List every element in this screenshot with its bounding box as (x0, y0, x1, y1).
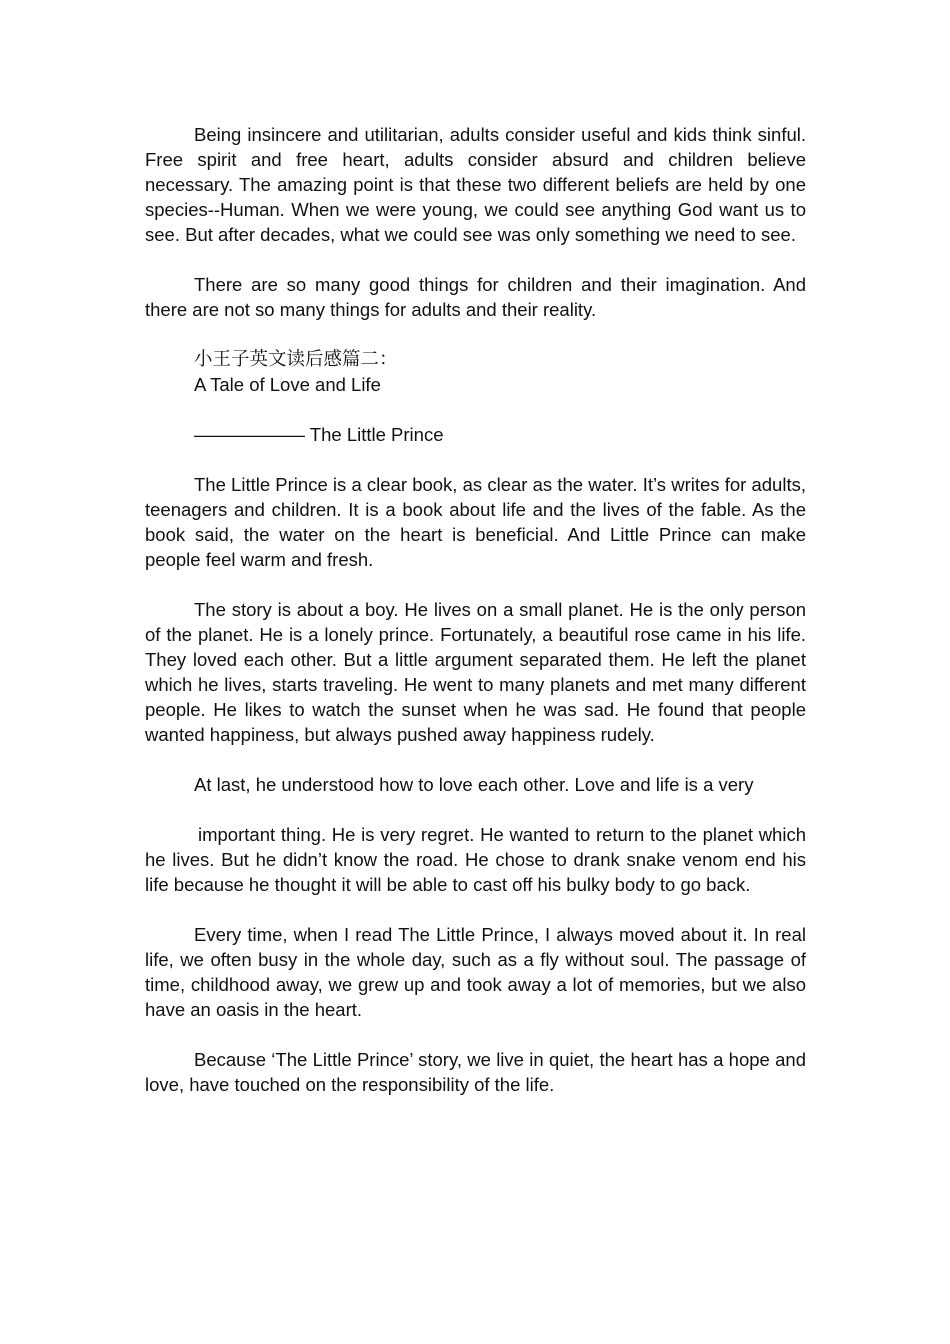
section-heading-chinese: 小王子英文读后感篇二： (194, 349, 398, 370)
paragraph-story: The story is about a boy. He lives on a small planet. He is the only person of the planet. He is a lonely prince. Fortunately, a beautiful rose came in his life. They loved each other. But a little argument separated them. He left the planet which he lives, starts traveling. He went to many planets and met many different people. He likes to watch the sunset when he was sad. He found that people wanted happiness, but always pushed away happiness rudely. (145, 599, 806, 745)
paragraph-clear-book: The Little Prince is a clear book, as clear as the water. It’s writes for adults, teenagers and children. It is a book about life and the lives of the fable. As the book said, the water on the heart is beneficial. And Little Prince can make people feel warm and fresh. (145, 474, 806, 570)
paragraph-important-thing: important thing. He is very regret. He wanted to return to the planet which he lives. But he didn’t know the road. He chose to drank snake venom end his life because he thought it will be able to cast off his bulky body to go back. (145, 824, 806, 895)
paragraph-imagination: There are so many good things for children and their imagination. And there are not so many things for adults and their reality. (145, 274, 806, 320)
section-title: A Tale of Love and Life (194, 374, 381, 395)
section-byline: —————— The Little Prince (194, 424, 444, 445)
paragraph-every-time: Every time, when I read The Little Prince, I always moved about it. In real life, we often busy in the whole day, such as a fly without soul. The passage of time, childhood away, we grew up and took away a lot of memories, but we also have an oasis in the heart. (145, 924, 806, 1020)
document-body (145, 122, 806, 1097)
paragraph-at-last: At last, he understood how to love each other. Love and life is a very (194, 774, 754, 795)
paragraph-because: Because ‘The Little Prince’ story, we live in quiet, the heart has a hope and love, have touched on the responsibility of the life. (145, 1049, 806, 1095)
section-heading-block (145, 347, 806, 397)
paragraph-intro: Being insincere and utilitarian, adults consider useful and kids think sinful. Free spirit and free heart, adults consider absurd and children believe necessary. The amazing point is that these two different beliefs are held by one species--Human. When we were young, we could see anything God want us to see. But after decades, what we could see was only something we need to see. (145, 124, 806, 245)
